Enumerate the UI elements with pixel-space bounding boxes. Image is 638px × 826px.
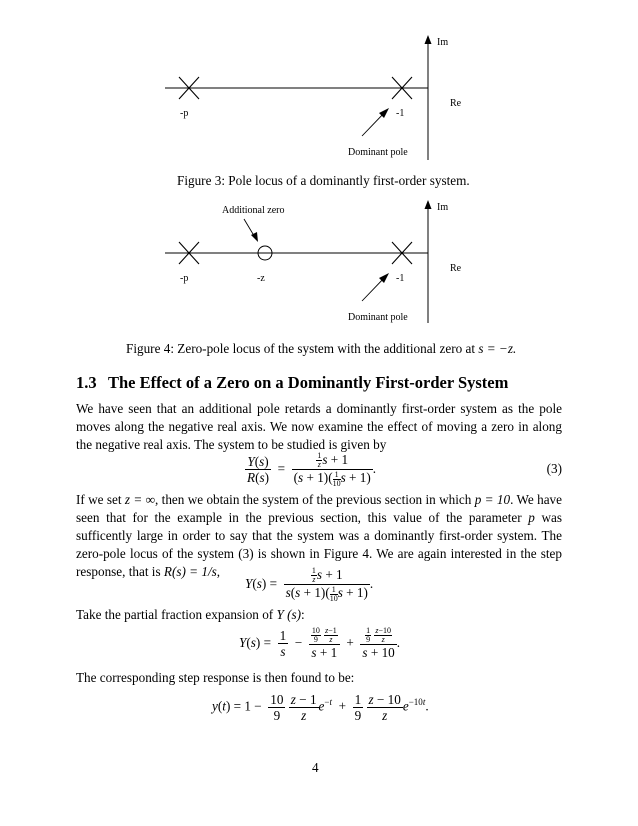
figure-4-caption [126, 341, 516, 357]
label-neg-p: -p [180, 108, 189, 119]
additional-zero-arrowhead [251, 232, 258, 242]
label-neg-z: -z [257, 273, 265, 284]
equation-3-number: (3) [546, 461, 562, 476]
section-heading [76, 373, 508, 393]
paragraph-corresponding-response: The corresponding step response is then found to be: [76, 670, 355, 685]
paragraph-step-response: If we set z = ∞, then we obtain the system of the previous section in which p = 10. We have seen that for the example in the previous section, this value of the parameter p was sufficently large in order to say that the system was a dominantly first-order system. The zero-pole locus of the system (3) is shown in Figure 4. We are again interested in the step response, that is R(s) = 1/s, [76, 492, 562, 579]
label-re: Re [450, 263, 462, 274]
equation-partial-fraction: Y(s) = $\frac{1}{s}$ − $\frac{10}{9}$ $\frac{z-1}{z}$ s + 1 + $\frac{1}{9}$ $\frac{z-10}{z}$ s + 10 . [239, 626, 401, 661]
figure-4-caption-math: s = −z. [478, 341, 517, 356]
label-dominant-pole: Dominant pole [348, 312, 408, 323]
figure-4-caption-text: Figure 4: Zero-pole locus of the system with the additional zero at [126, 341, 479, 356]
label-dominant-pole: Dominant pole [348, 147, 408, 158]
label-im: Im [437, 202, 449, 213]
paragraph-intro: We have seen that an additional pole retards a dominantly first-order system as the pole moves along the negative real axis. We now examine the effect of moving a zero in along the negative real axis. The system to be studied is given by [76, 401, 562, 452]
label-neg-one: -1 [396, 273, 405, 284]
label-re: Re [450, 98, 462, 109]
label-neg-p: -p [180, 273, 189, 284]
section-number: 1.3 [76, 373, 97, 392]
paragraph-partial-fraction: Take the partial fraction expansion of Y (s): [76, 607, 305, 622]
imaginary-axis-arrow [425, 200, 432, 209]
imaginary-axis-arrow [425, 35, 432, 44]
equation-ys: Y(s) = $\frac{1}{z}$ s + 1 s(s + 1)( $\frac{1}{10}$ s + 1) . [245, 566, 374, 603]
section-title: The Effect of a Zero on a Dominantly First-order System [108, 373, 509, 392]
figure-3-caption: Figure 3: Pole locus of a dominantly first-order system. [177, 173, 470, 188]
label-im: Im [437, 37, 449, 48]
equation-3: $\frac{Y(s)}{R(s)}$ = $\frac{1}{z}$ s + 1 (s + 1)( $\frac{1}{10}$ s + 1) . [247, 451, 377, 488]
figure-4-zero-pole-locus [0, 195, 638, 330]
label-neg-one: -1 [396, 108, 405, 119]
page-number: 4 [312, 760, 319, 775]
equation-step-response: y(t) = 1 − $\frac{10}{9}$ $\frac{z - 1}{z}$ $e^{-t}$ + $\frac{1}{9}$ $\frac{z - 10}{z}$ $e^{-10t}$. [212, 692, 429, 723]
label-additional-zero: Additional zero [222, 205, 285, 216]
